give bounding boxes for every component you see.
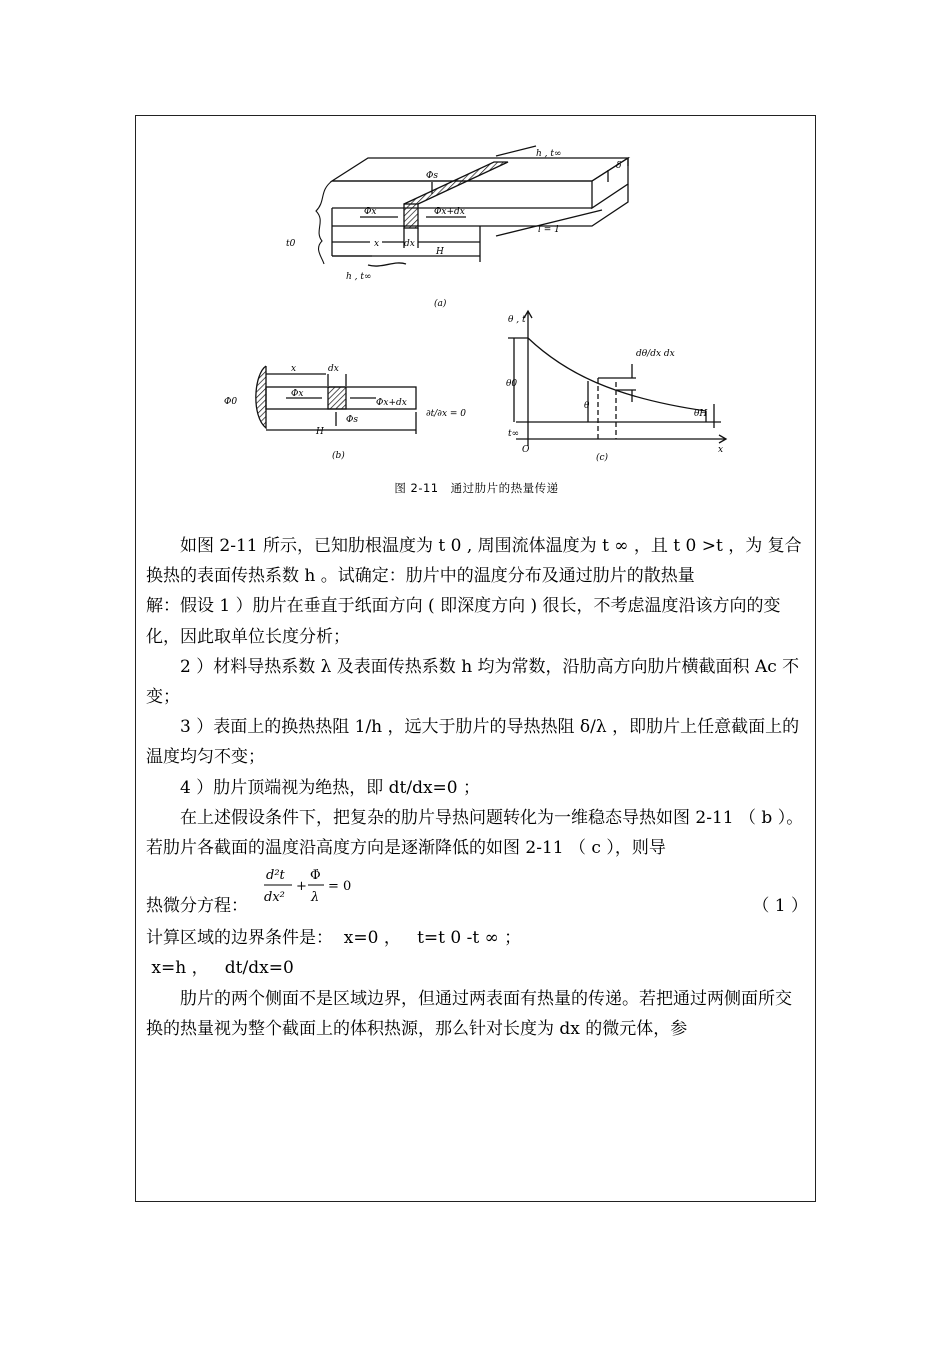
panel-a-label: (a)	[434, 299, 447, 309]
c-label-theta0: θ0	[506, 379, 518, 389]
panel-c-label: (c)	[596, 453, 609, 463]
svg-text:λ: λ	[311, 890, 320, 906]
c-label-thetaH: θH	[694, 409, 708, 419]
b-label-h: H	[316, 427, 324, 437]
a-label-phi-x: Φx	[364, 207, 377, 217]
c-label-origin: O	[522, 445, 530, 455]
b-label-x: x	[291, 364, 297, 374]
b-label-bc: ∂t/∂x = 0	[426, 409, 467, 419]
content-frame	[135, 115, 816, 1202]
b-label-phi-xdx: Φx+dx	[376, 398, 407, 408]
equation-label: 热微分方程：	[146, 896, 248, 917]
paragraph-assumption-1: 解：假设 1 ）肋片在垂直于纸面方向 ( 即深度方向 ) 很长，不考虑温度沿该方向的变化，因此取单位长度分析；	[146, 596, 781, 647]
b-label-phi0: Φ0	[224, 397, 238, 407]
figure-2-11	[136, 116, 817, 516]
svg-text:d²t: d²t	[266, 868, 285, 884]
panel-c-drawing	[508, 311, 726, 446]
c-label-dtheta: dθ/dx dx	[636, 349, 675, 359]
paragraph-boundary-1: 计算区域的边界条件是： x=0 ， t=t 0 -t ∞ ；	[146, 928, 522, 949]
b-label-phi-s: Φs	[346, 415, 358, 425]
paragraph-side-faces: 肋片的两个侧面不是区域边界，但通过两表面有热量的传递。若把通过两侧面所交换的热量视为整个截面上的体积热源，那么针对长度为 dx 的微元体，参	[146, 988, 792, 1039]
svg-text:dx²: dx²	[264, 890, 285, 906]
c-label-theta: θ	[584, 401, 590, 411]
equation-svg	[262, 863, 402, 907]
svg-text:= 0: = 0	[328, 879, 352, 895]
c-label-x-axis: x	[718, 445, 724, 455]
equation-formula	[262, 863, 402, 917]
b-label-phi-x: Φx	[291, 389, 304, 399]
paragraph-boundary-2: x=h ， dt/dx=0	[146, 958, 294, 979]
paragraph-problem: 如图 2-11 所示，已知肋根温度为 t 0 , 周围流体温度为 t ∞ ，且 t 0 >t ，为 复合换热的表面传热系数 h 。试确定：肋片中的温度分布及通过肋片的散热量	[146, 536, 802, 587]
a-label-t0: t0	[286, 239, 296, 249]
a-label-phi-s: Φs	[426, 171, 438, 181]
a-label-bottom-flow: h , t∞	[346, 272, 372, 282]
a-label-top-flow: h , t∞	[536, 149, 562, 159]
panel-b-label: (b)	[332, 451, 345, 461]
panel-a-drawing	[316, 146, 628, 266]
equation-line	[146, 863, 808, 923]
equation-number: （ 1 ）	[752, 896, 808, 917]
paragraph-assumption-4: 4 ）肋片顶端视为绝热，即 dt/dx=0 ；	[180, 777, 480, 798]
a-label-delta: δ	[616, 161, 622, 171]
figure-caption: 图 2-11 通过肋片的热量传递	[394, 481, 559, 495]
a-label-h: H	[436, 247, 444, 257]
svg-text:+: +	[296, 879, 307, 895]
b-label-dx: dx	[328, 364, 339, 374]
body-text	[146, 531, 808, 1044]
a-label-l: l = 1	[538, 225, 560, 235]
paragraph-assumption-3: 3 ）表面上的换热热阻 1/h ，远大于肋片的导热热阻 δ/λ ，即肋片上任意截面上的温度均匀不变；	[146, 717, 800, 768]
svg-text:Φ̇: Φ̇	[310, 868, 321, 884]
a-label-phi-xdx: Φx+dx	[434, 207, 465, 217]
c-label-y-axis: θ , t	[508, 315, 526, 325]
paragraph-assumption-2: 2 ）材料导热系数 λ 及表面传热系数 h 均为常数，沿肋高方向肋片横截面积 Ac 不变；	[146, 656, 800, 708]
fin-diagram	[136, 116, 817, 486]
a-label-dx: dx	[404, 239, 415, 249]
a-label-x: x	[374, 239, 380, 249]
c-label-tinf: t∞	[508, 429, 520, 439]
paragraph-transform: 在上述假设条件下，把复杂的肋片导热问题转化为一维稳态导热如图 2-11 （ b ）。若肋片各截面的温度沿高度方向是逐渐降低的如图 2-11 （ c ），则导	[146, 807, 804, 859]
